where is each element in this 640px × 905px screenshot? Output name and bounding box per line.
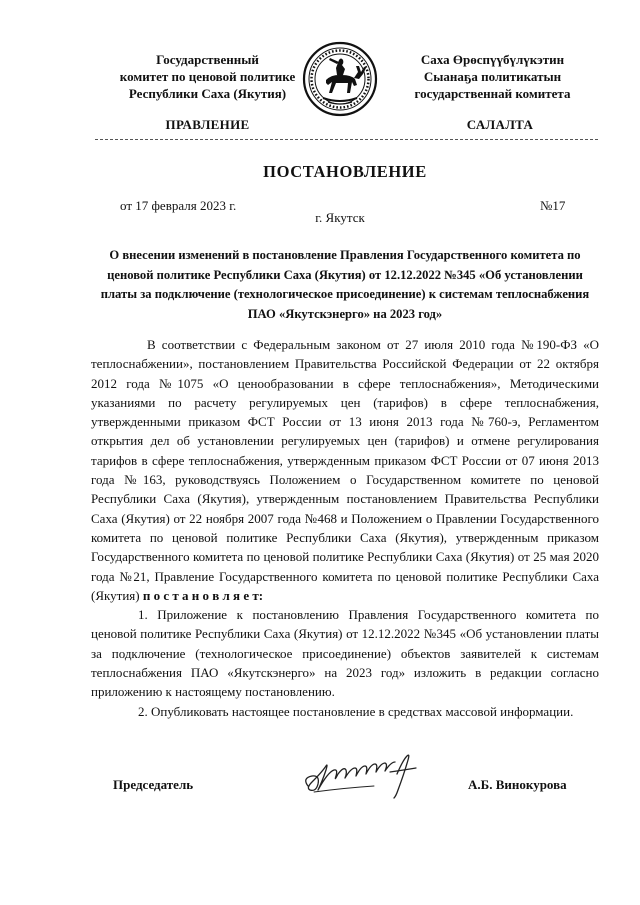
- preamble-paragraph: [91, 335, 599, 605]
- handwritten-signature: [300, 752, 425, 802]
- header-left-line: комитет по ценовой политике: [119, 69, 296, 84]
- header-left-org: [105, 51, 310, 102]
- decree-word: п о с т а н о в л я е т:: [142, 587, 264, 603]
- header-right-dept: САЛАЛТА: [466, 117, 534, 132]
- document-city: г. Якутск: [315, 210, 365, 225]
- signatory-name: А.Б. Винокурова: [468, 777, 567, 792]
- header-left-line: Республики Саха (Якутия): [128, 86, 287, 101]
- signature-icon: [300, 752, 425, 802]
- signatory-position: Председатель: [113, 777, 194, 792]
- document-date: от 17 февраля 2023 г.: [120, 198, 237, 213]
- preamble-text: В соответствии с Федеральным законом от 27 июля 2010 года №190-ФЗ «О теплоснабжении», постановлением Правительства Российской Федерации от 22 октября 2012 года №1075 «О ценообразовании в сфере теплоснабжения», Методическими указаниями по расчету регулируемых цен (тарифов) в сфере теплоснабжения, утвержденными приказом ФСТ России от 13 июня 2013 года №760-э, Регламентом открытия дел об установлении регулируемых цен (тарифов) и отмене регулирования тарифов в сфере теплоснабжения, утвержденным приказом ФСТ России от 07 июня 2013 года №163, руководствуясь Положением о Государственном комитете по ценовой Республики Саха (Якутия), утвержденным постановлением Правительства Республики Саха (Якутия) от 22 ноября 2007 года №468 и Положением о Правлении Государственного комитета по ценовой политике Республики Саха (Якутия), утвержденным приказом Государственного комитета по ценовой политике Республики Саха (Якутия) от 25 мая 2020 года №21, Правление Государственного комитета по ценовой политике Республики Саха (Якутия): [91, 337, 599, 603]
- header-right-line: Саха Өрөспүүбүлүкэтин: [420, 52, 565, 67]
- decree-item: 2. Опубликовать настоящее постановление в средствах массовой информации.: [138, 703, 574, 719]
- coat-of-arms-emblem-svg: [301, 40, 379, 118]
- title-line: О внесении изменений в постановление Правления Государственного комитета по: [109, 248, 581, 262]
- title-line: платы за подключение (технологическое присоединение) к системам теплоснабжения: [100, 287, 590, 301]
- title-line: ценовой политике Республики Саха (Якутия) от 12.12.2022 №345 «Об установлении: [107, 267, 583, 282]
- decree-item: 1. Приложение к постановлению Правления Государственного комитета по ценовой политике Республики Саха (Якутия) от 12.12.2022 №345 «Об установлении платы за подключение (технологическое присоединение) объектов заявителей к системам теплоснабжения ПАО «Якутскэнерго» на 2023 год» изложить в редакции согласно приложению к настоящему постановлению.: [91, 607, 599, 700]
- coat-of-arms-emblem-icon: [301, 40, 379, 118]
- header-right-org: [395, 51, 590, 102]
- header-left-line: Государственный: [156, 52, 259, 67]
- header-left-dept: ПРАВЛЕНИЕ: [165, 117, 250, 132]
- header-right-line: государственнай комитета: [414, 86, 571, 101]
- header-divider: [95, 139, 598, 140]
- document-title: [90, 246, 600, 324]
- document-number: №17: [540, 198, 566, 213]
- document-body: [91, 335, 599, 721]
- document-type-heading: ПОСТАНОВЛЕНИЕ: [263, 162, 427, 181]
- header-right-line: Сыанаҕа политикатын: [423, 69, 562, 84]
- title-line: ПАО «Якутскэнерго» на 2023 год»: [247, 306, 443, 321]
